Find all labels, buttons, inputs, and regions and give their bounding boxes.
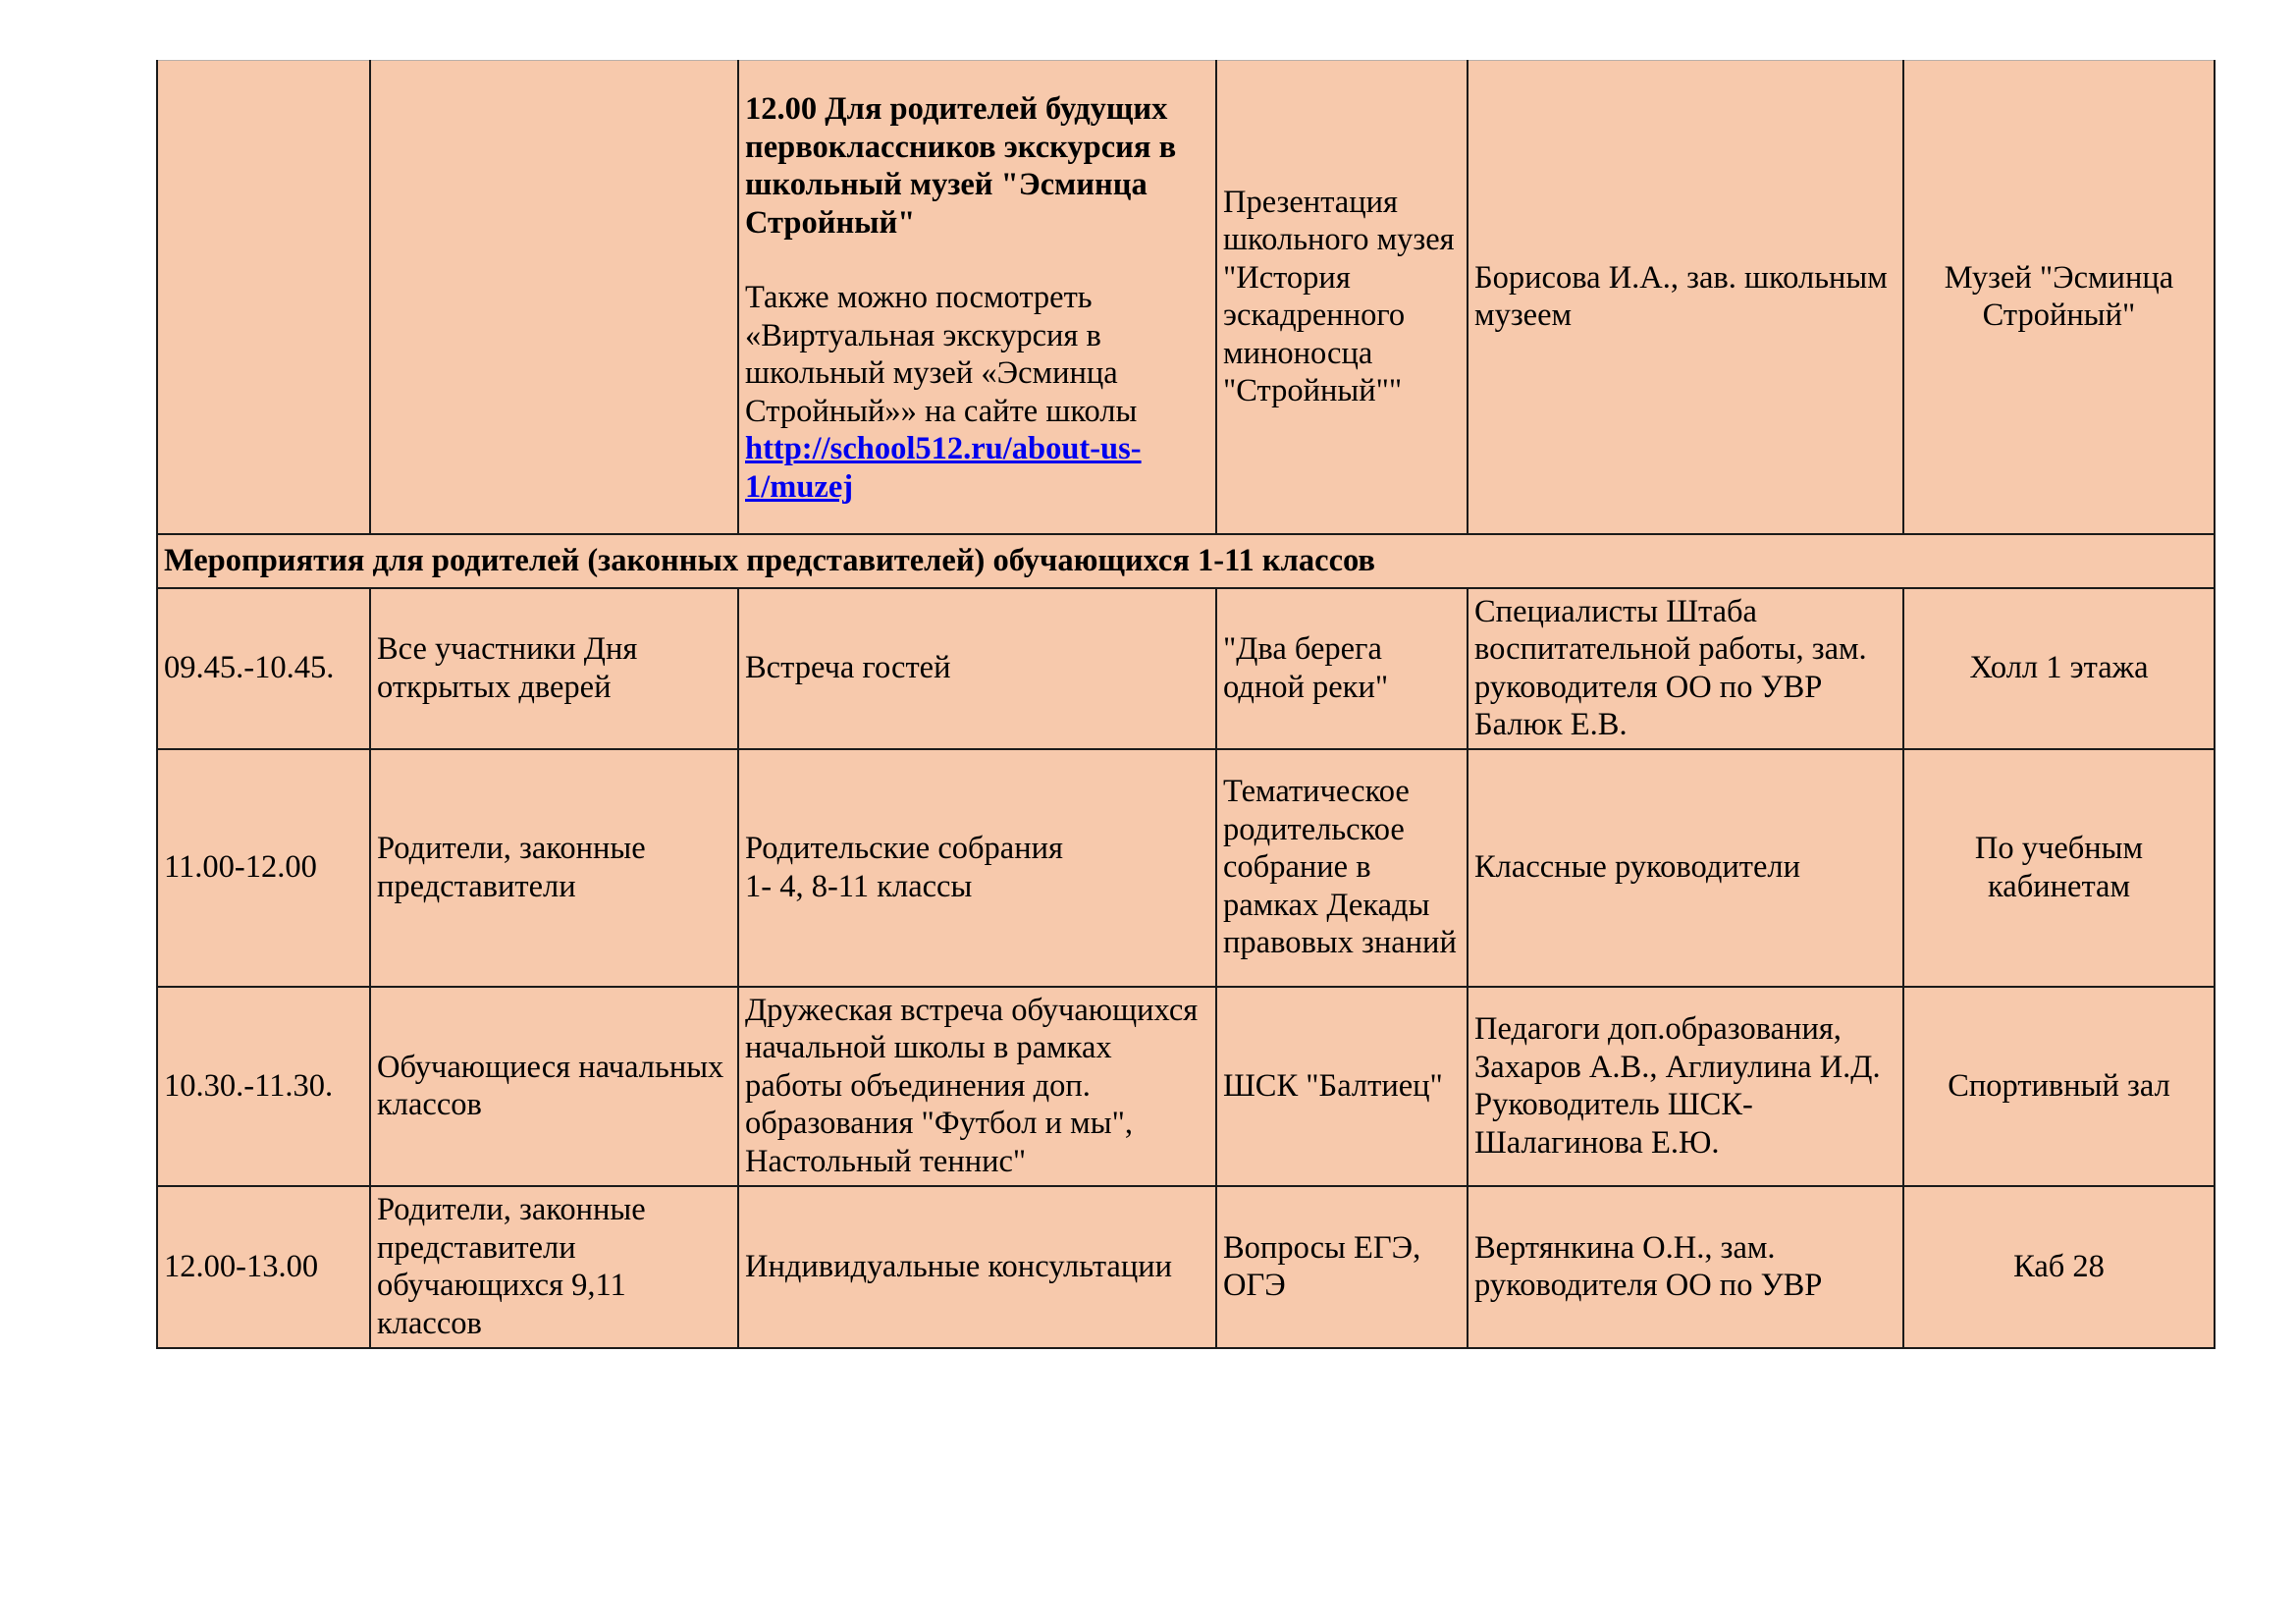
responsible-cell: Борисова И.А., зав. школьным музеем <box>1468 61 1903 534</box>
place-cell: По учебным кабинетам <box>1903 749 2215 987</box>
time-cell: 12.00-13.00 <box>157 1186 370 1348</box>
place-cell: Спортивный зал <box>1903 987 2215 1186</box>
event-cell: Встреча гостей <box>738 588 1216 749</box>
time-cell: 10.30.-11.30. <box>157 987 370 1186</box>
event-cell: Дружеская встреча обучающихся начальной школы в рамках работы объединения доп. образования "Футбол и мы", Настольный теннис" <box>738 987 1216 1186</box>
responsible-cell: Специалисты Штаба воспитательной работы, зам. руководителя ОО по УВР Балюк Е.В. <box>1468 588 1903 749</box>
table-row <box>157 749 2215 987</box>
event-line: 1- 4, 8-11 классы <box>745 868 973 904</box>
school-museum-link[interactable]: http://school512.ru/about-us-1/muzej <box>745 431 1142 505</box>
time-cell: 09.45.-10.45. <box>157 588 370 749</box>
table-row <box>157 61 2215 534</box>
table-row <box>157 987 2215 1186</box>
responsible-cell: Педагоги доп.образования, Захаров А.В., Аглиулина И.Д. Руководитель ШСК- Шалагинова Е.Ю. <box>1468 987 1903 1186</box>
time-cell <box>157 61 370 534</box>
participants-cell: Обучающиеся начальных классов <box>370 987 738 1186</box>
event-line: Родительские собрания <box>745 831 1063 866</box>
topic-cell: Тематическое родительское собрание в рамках Декады правовых знаний <box>1216 749 1468 987</box>
place-cell: Холл 1 этажа <box>1903 588 2215 749</box>
topic-cell: Вопросы ЕГЭ, ОГЭ <box>1216 1186 1468 1348</box>
place-cell: Музей "Эсминца Стройный" <box>1903 61 2215 534</box>
participants-cell: Родители, законные представители обучающихся 9,11 классов <box>370 1186 738 1348</box>
participants-cell: Все участники Дня открытых дверей <box>370 588 738 749</box>
table-row <box>157 1186 2215 1348</box>
topic-cell: ШСК "Балтиец" <box>1216 987 1468 1186</box>
participants-cell <box>370 61 738 534</box>
participants-cell: Родители, законные представители <box>370 749 738 987</box>
section-header: Мероприятия для родителей (законных представителей) обучающихся 1-11 классов <box>157 534 2215 588</box>
time-cell: 11.00-12.00 <box>157 749 370 987</box>
topic-cell: "Два берега одной реки" <box>1216 588 1468 749</box>
table-row <box>157 588 2215 749</box>
place-cell: Каб 28 <box>1903 1186 2215 1348</box>
schedule-table <box>156 60 2216 1349</box>
section-header-row <box>157 534 2215 588</box>
event-cell: Индивидуальные консультации <box>738 1186 1216 1348</box>
event-cell <box>738 61 1216 534</box>
event-title: 12.00 Для родителей будущих первоклассников экскурсия в школьный музей "Эсминца Стройный" <box>745 91 1177 241</box>
topic-cell: Презентация школьного музея "История эскадренного миноносца "Стройный"" <box>1216 61 1468 534</box>
event-cell <box>738 749 1216 987</box>
responsible-cell: Классные руководители <box>1468 749 1903 987</box>
event-extra: Также можно посмотреть «Виртуальная экскурсия в школьный музей «Эсминца Стройный»» на сайте школы <box>745 280 1138 429</box>
responsible-cell: Вертянкина О.Н., зам. руководителя ОО по УВР <box>1468 1186 1903 1348</box>
